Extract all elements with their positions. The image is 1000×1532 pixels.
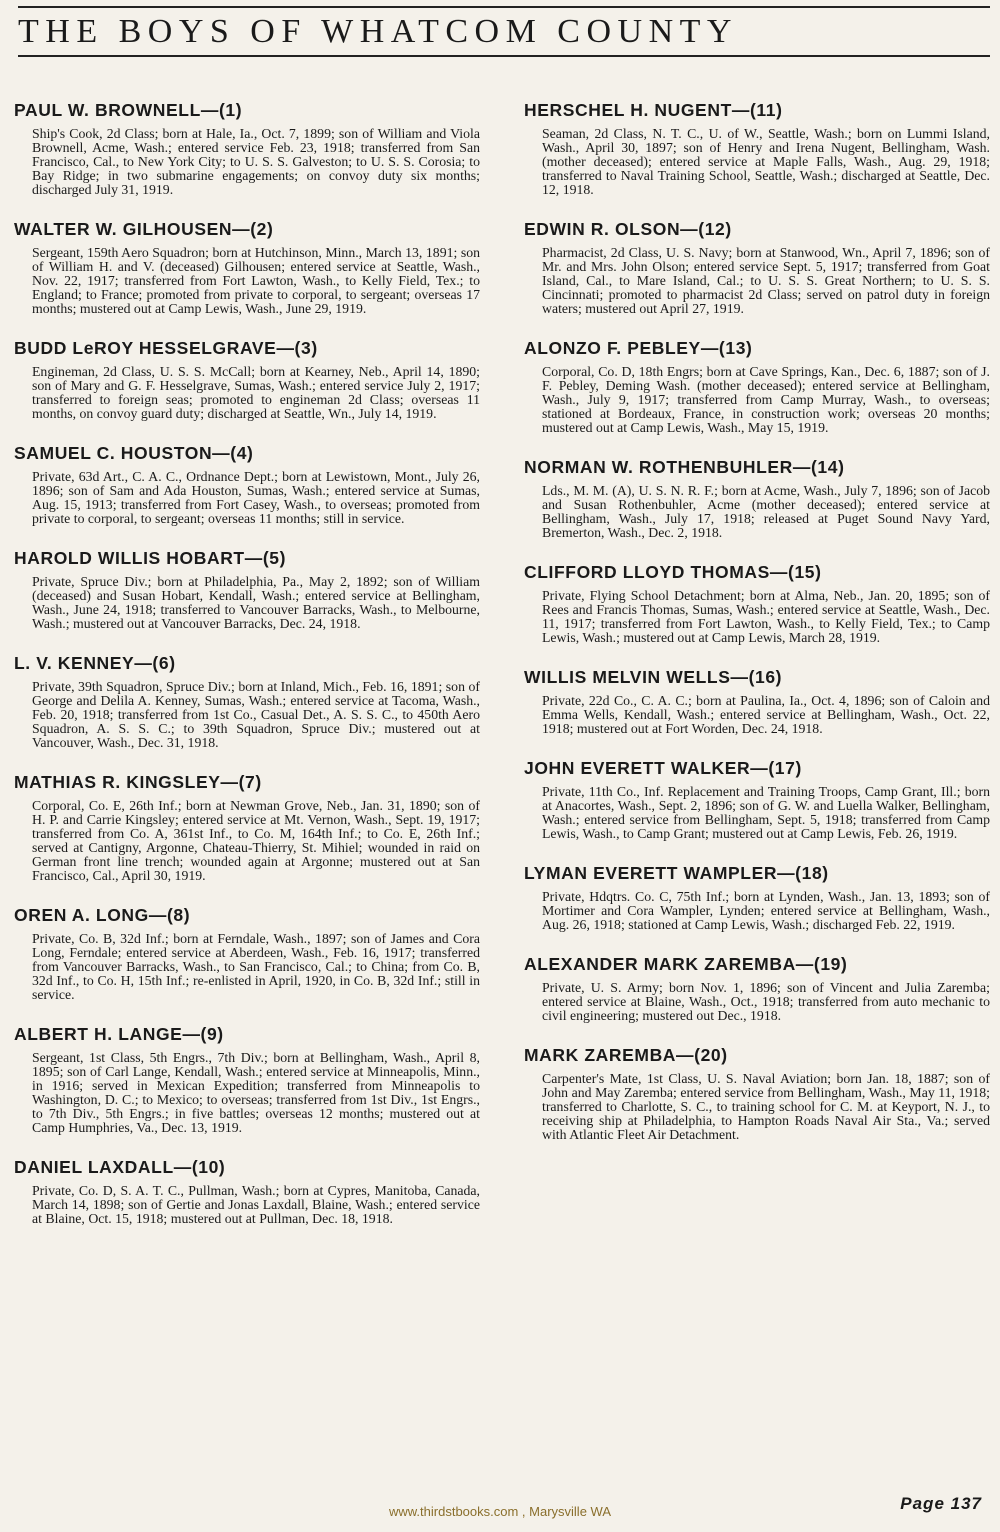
entry-name: CLIFFORD LLOYD THOMAS—(15) bbox=[524, 562, 822, 582]
entry-name: OREN A. LONG—(8) bbox=[14, 905, 191, 925]
entry-name: HERSCHEL H. NUGENT—(11) bbox=[524, 100, 783, 120]
entry-name: LYMAN EVERETT WAMPLER—(18) bbox=[524, 863, 829, 883]
biography-entry bbox=[14, 1157, 480, 1226]
biography-entry bbox=[14, 1024, 480, 1135]
entry-text: Private, 11th Co., Inf. Replacement and Training Troops, Camp Grant, Ill.; born at Anacortes, Wash., Sept. 2, 1896; son of G. W. and Luella Walker, Bellingham, Wash.; entered service from Bellingham, Sept. 5, 1918; transferred from Camp Lewis, Wash., to Camp Grant; mustered out at Camp Lewis, Feb. 26, 1919. bbox=[542, 784, 990, 841]
biography-entry bbox=[524, 100, 990, 197]
entry-text: Private, Hdqtrs. Co. C, 75th Inf.; born at Lynden, Wash., Jan. 13, 1893; son of Mortimer and Cora Wampler, Lynden; entered service at Bellingham, Wash., Aug. 26, 1918; stationed at Camp Lewis, Wash.; discharged Feb. 22, 1919. bbox=[542, 889, 990, 932]
entry-name: HAROLD WILLIS HOBART—(5) bbox=[14, 548, 287, 568]
entry-name: JOHN EVERETT WALKER—(17) bbox=[524, 758, 802, 778]
biography-entry bbox=[524, 562, 990, 645]
entry-name: PAUL W. BROWNELL—(1) bbox=[14, 100, 243, 120]
entry-name: MATHIAS R. KINGSLEY—(7) bbox=[14, 772, 262, 792]
biography-entry bbox=[524, 667, 990, 736]
left-column bbox=[14, 100, 480, 1248]
entry-name: WILLIS MELVIN WELLS—(16) bbox=[524, 667, 783, 687]
page-number: Page 137 bbox=[900, 1494, 982, 1513]
entry-text: Private, Co. D, S. A. T. C., Pullman, Wash.; born at Cypres, Manitoba, Canada, March 14, 1898; son of Gertie and Jonas Laxdall, Blaine, Wash.; entered service at Blaine, Oct. 15, 1918; mustered out at Pullman, Dec. 18, 1918. bbox=[32, 1183, 480, 1226]
entry-text: Seaman, 2d Class, N. T. C., U. of W., Seattle, Wash.; born on Lummi Island, Wash., April 30, 1897; son of Henry and Irena Nugent, Bellingham, Wash. (mother deceased); entered service at Maple Falls, Wash., Aug. 29, 1918; transferred to Naval Training School, Seattle, Wash.; discharged at Seattle, Dec. 12, 1918. bbox=[542, 126, 990, 197]
right-column bbox=[524, 100, 990, 1164]
entry-name: MARK ZAREMBA—(20) bbox=[524, 1045, 728, 1065]
entry-name: L. V. KENNEY—(6) bbox=[14, 653, 176, 673]
entry-text: Private, U. S. Army; born Nov. 1, 1896; son of Vincent and Julia Zaremba; entered service at Blaine, Wash., Oct., 1918; transferred from auto mechanic to civil engineering; mustered out Dec., 1918. bbox=[542, 980, 990, 1023]
biography-entry bbox=[524, 219, 990, 316]
biography-entry bbox=[14, 100, 480, 197]
biography-entry bbox=[524, 457, 990, 540]
biography-entry bbox=[14, 219, 480, 316]
biography-entry bbox=[524, 954, 990, 1023]
entry-text: Private, Co. B, 32d Inf.; born at Ferndale, Wash., 1897; son of James and Cora Long, Ferndale; entered service at Aberdeen, Wash., Feb. 16, 1917; transferred from Vancouver Barracks, Wash., to San Francisco, Cal.; to China; from Co. B, 32d Inf., to Co. H, 15th Inf.; re-enlisted in April, 1920, in Co. B, 32d Inf.; still in service. bbox=[32, 931, 480, 1002]
footer-url: www.thirdstbooks.com , Marysville WA bbox=[388, 1504, 611, 1519]
page-title: THE BOYS OF WHATCOM COUNTY bbox=[18, 13, 738, 50]
header-rule-bottom bbox=[18, 55, 990, 57]
biography-entry bbox=[524, 1045, 990, 1142]
entry-text: Ship's Cook, 2d Class; born at Hale, Ia., Oct. 7, 1899; son of William and Viola Brownell, Acme, Wash.; entered service Feb. 23, 1918; transferred from San Francisco, Cal., to New York City; to U. S. S. Galveston; to U. S. S. Corosia; to Bay Ridge; in two submarine engagements; on convoy duty six months; discharged July 31, 1919. bbox=[32, 126, 480, 197]
entry-text: Corporal, Co. D, 18th Engrs; born at Cave Springs, Kan., Dec. 6, 1887; son of J. F. Pebley, Deming Wash. (mother deceased); entered service at Bellingham, Wash., July 9, 1917; transferred from Camp Murray, Wash., to overseas; stationed at Bordeaux, France, in construction work; overseas 20 months; mustered out at Camp Lewis, Wash., May 15, 1919. bbox=[542, 364, 990, 435]
biography-entry bbox=[14, 653, 480, 750]
entry-name: SAMUEL C. HOUSTON—(4) bbox=[14, 443, 254, 463]
biography-entry bbox=[14, 548, 480, 631]
entry-text: Private, Flying School Detachment; born at Alma, Neb., Jan. 20, 1895; son of Rees and Francis Thomas, Sumas, Wash.; entered service at Seattle, Wash., Dec. 11, 1917; transferred from Fort Lawton, Wash., to Kelly Field, Tex.; to Camp Lewis, Wash.; mustered out at Camp Lewis, March 28, 1919. bbox=[542, 588, 990, 645]
entry-text: Pharmacist, 2d Class, U. S. Navy; born at Stanwood, Wn., April 7, 1896; son of Mr. and Mrs. John Olson; entered service Sept. 5, 1917; transferred from Goat Island, Cal., to Mare Island, Cal.; to U. S. S. Great Northern; to U. S. S. Cincinnati; promoted to pharmacist 2d Class; served on patrol duty in foreign waters; mustered out April 27, 1919. bbox=[542, 245, 990, 316]
entry-text: Private, Spruce Div.; born at Philadelphia, Pa., May 2, 1892; son of William (deceased) and Susan Hobart, Kendall, Wash.; entered service at Bellingham, Wash., June 24, 1918; transferred to Vancouver Barracks, Wash., to Melbourne, Wash.; mustered out at Vancouver Barracks, Dec. 24, 1918. bbox=[32, 574, 480, 631]
header-rule-top bbox=[18, 6, 990, 8]
entry-name: WALTER W. GILHOUSEN—(2) bbox=[14, 219, 274, 239]
entry-text: Lds., M. M. (A), U. S. N. R. F.; born at Acme, Wash., July 7, 1896; son of Jacob and Susan Rothenbuhler, Acme (mother deceased); entered service at Bellingham, Wash., July 17, 1918; released at Puget Sound Navy Yard, Bremerton, Wash., Dec. 2, 1918. bbox=[542, 483, 990, 540]
biography-entry bbox=[14, 905, 480, 1002]
entry-text: Private, 63d Art., C. A. C., Ordnance Dept.; born at Lewistown, Mont., July 26, 1896; son of Sam and Ada Houston, Sumas, Wash.; entered service at Sumas, Aug. 15, 1913; transferred from Fort Casey, Wash., to overseas; promoted from private to corporal, to sergeant; overseas 11 months; still in service. bbox=[32, 469, 480, 526]
entry-text: Sergeant, 1st Class, 5th Engrs., 7th Div.; born at Bellingham, Wash., April 8, 1895; son of Carl Lange, Kendall, Wash.; entered service at Minneapolis, Minn., in 1916; served in Mexican Expedition; transferred from Minneapolis to Washington, D. C.; to Mexico; to overseas; transferred from 1st Div., 1st Engrs., to 7th Div., 5th Engrs.; in five battles; overseas 12 months; mustered out at Camp Humphries, Va., Dec. 13, 1919. bbox=[32, 1050, 480, 1135]
entry-name: ALEXANDER MARK ZAREMBA—(19) bbox=[524, 954, 848, 974]
entry-text: Carpenter's Mate, 1st Class, U. S. Naval Aviation; born Jan. 18, 1887; son of John and May Zaremba; entered service from Bellingham, Wash., May 11, 1918; transferred to Charlotte, S. C., to training school for C. M. at Keyport, N. J., to receiving ship at Philadelphia, to Hampton Roads Naval Air Sta., Va.; served with Atlantic Fleet Air Detachment. bbox=[542, 1071, 990, 1142]
entry-text: Engineman, 2d Class, U. S. S. McCall; born at Kearney, Neb., April 14, 1890; son of Mary and G. F. Hesselgrave, Sumas, Wash.; entered service July 2, 1917; transferred to foreign seas; promoted to engineman 2d Class; overseas 11 months, on convoy guard duty; discharged at Seattle, Wn., July 14, 1919. bbox=[32, 364, 480, 421]
biography-entry bbox=[14, 338, 480, 421]
entry-name: ALBERT H. LANGE—(9) bbox=[14, 1024, 224, 1044]
entry-name: ALONZO F. PEBLEY—(13) bbox=[524, 338, 753, 358]
entry-text: Sergeant, 159th Aero Squadron; born at Hutchinson, Minn., March 13, 1891; son of William H. and V. (deceased) Gilhousen; entered service at Seattle, Wash., Nov. 22, 1917; transferred from Fort Lawton, Wash., to Kelly Field, Tex.; to England; to France; promoted from private to corporal, to sergeant; overseas 17 months; mustered out at Camp Lewis, Wash., June 29, 1919. bbox=[32, 245, 480, 316]
entry-name: EDWIN R. OLSON—(12) bbox=[524, 219, 732, 239]
entry-text: Corporal, Co. E, 26th Inf.; born at Newman Grove, Neb., Jan. 31, 1890; son of H. P. and Carrie Kingsley; entered service at Mt. Vernon, Wash., Sept. 19, 1917; transferred from Co. A, 361st Inf., to Co. M, 164th Inf.; to Co. E, 26th Inf.; served at Cantigny, Argonne, Chateau-Thierry, St. Mihiel; wounded in raid on German front line trench; wounded again at Argonne; mustered out at San Francisco, Cal., April 30, 1919. bbox=[32, 798, 480, 883]
biography-entry bbox=[524, 338, 990, 435]
entry-name: NORMAN W. ROTHENBUHLER—(14) bbox=[524, 457, 845, 477]
entry-name: DANIEL LAXDALL—(10) bbox=[14, 1157, 226, 1177]
biography-entry bbox=[524, 758, 990, 841]
entry-text: Private, 22d Co., C. A. C.; born at Paulina, Ia., Oct. 4, 1896; son of Caloin and Emma Wells, Kendall, Wash.; entered service at Bellingham, Wash., Oct. 22, 1918; mustered out at Fort Worden, Dec. 24, 1918. bbox=[542, 693, 990, 736]
biography-entry bbox=[524, 863, 990, 932]
biography-entry bbox=[14, 443, 480, 526]
entry-name: BUDD LeROY HESSELGRAVE—(3) bbox=[14, 338, 318, 358]
entry-text: Private, 39th Squadron, Spruce Div.; born at Inland, Mich., Feb. 16, 1891; son of George and Delila A. Kenney, Sumas, Wash.; entered service at Tacoma, Wash., Feb. 20, 1918; transferred from 1st Co., Casual Det., A. S. S. C., to 450th Aero Squadron, A. S. S. C.; to 39th Squadron, Spruce Div.; mustered out at Vancouver, Wash., Dec. 31, 1918. bbox=[32, 679, 480, 750]
biography-entry bbox=[14, 772, 480, 883]
